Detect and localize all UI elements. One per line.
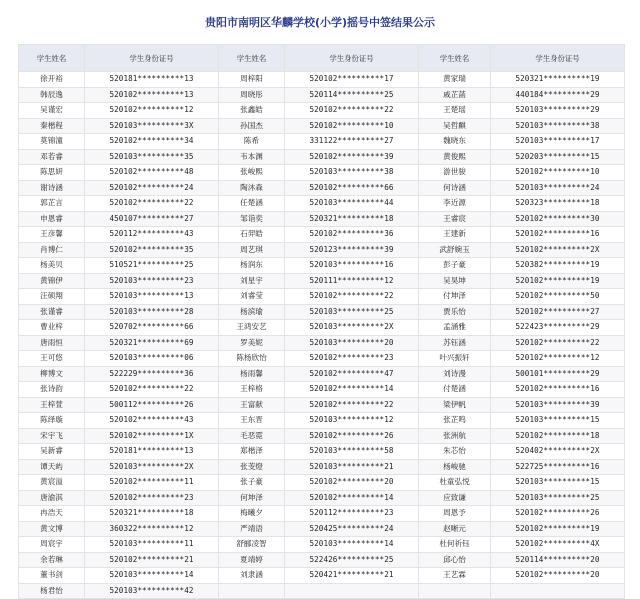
student-id-cell: 520102**********10 [491, 165, 625, 181]
student-name-cell [419, 583, 491, 599]
student-id-cell: 520103**********13 [85, 289, 219, 305]
student-id-cell: 520102**********19 [491, 521, 625, 537]
student-id-cell: 520103**********21 [285, 459, 419, 475]
student-name-cell: 王建新 [419, 227, 491, 243]
student-id-cell: 520102**********23 [285, 351, 419, 367]
student-id-cell: 520382**********19 [491, 258, 625, 274]
student-name-cell: 杜童弘悦 [419, 475, 491, 491]
student-id-cell: 520321**********18 [85, 506, 219, 522]
student-name-cell: 罗美妮 [219, 335, 285, 351]
student-id-cell: 360322**********12 [85, 521, 219, 537]
header-student-id: 学生身份证号 [491, 45, 625, 72]
student-name-cell: 王梓格 [219, 382, 285, 398]
student-name-cell: 申恩睿 [19, 211, 85, 227]
student-id-cell: 520321**********19 [491, 72, 625, 88]
student-id-cell: 520103**********39 [491, 397, 625, 413]
header-student-id: 学生身份证号 [285, 45, 419, 72]
student-name-cell: 张峻熙 [219, 165, 285, 181]
page-title: 贵阳市南明区华麟学校(小学)摇号中签结果公示 [204, 16, 436, 29]
student-name-cell: 秦楷程 [19, 118, 85, 134]
student-name-cell: 汪硕翔 [19, 289, 85, 305]
table-row [19, 180, 625, 196]
student-id-cell: 520103**********15 [491, 413, 625, 429]
student-id-cell: 520402**********2X [491, 444, 625, 460]
student-name-cell: 王睿宸 [419, 211, 491, 227]
student-id-cell: 520103**********29 [491, 103, 625, 119]
student-id-cell: 440184**********29 [491, 87, 625, 103]
student-name-cell: 王艺霖 [419, 568, 491, 584]
student-id-cell: 520102**********50 [491, 289, 625, 305]
student-name-cell: 贾乐怡 [419, 304, 491, 320]
student-id-cell: 520102**********12 [491, 351, 625, 367]
student-name-cell: 石羿皓 [219, 227, 285, 243]
table-row [19, 552, 625, 568]
student-name-cell: 王富献 [219, 397, 285, 413]
student-name-cell: 韩辰逸 [19, 87, 85, 103]
student-name-cell: 武舒婉玉 [419, 242, 491, 258]
student-id-cell [285, 583, 419, 599]
student-name-cell: 付坤泽 [419, 289, 491, 305]
student-id-cell: 520102**********36 [285, 227, 419, 243]
student-id-cell: 520102**********20 [491, 568, 625, 584]
student-id-cell: 520203**********15 [491, 149, 625, 165]
table-row [19, 537, 625, 553]
student-name-cell: 邱心怡 [419, 552, 491, 568]
student-id-cell: 450107**********27 [85, 211, 219, 227]
student-id-cell: 520321**********18 [285, 211, 419, 227]
student-name-cell: 唐渝淇 [19, 490, 85, 506]
student-id-cell: 520103**********16 [285, 258, 419, 274]
table-row [19, 165, 625, 181]
student-id-cell: 520102**********14 [285, 382, 419, 398]
student-name-cell: 王可悠 [19, 351, 85, 367]
student-name-cell: 王彦馨 [19, 227, 85, 243]
student-name-cell: 黄俊熙 [419, 149, 491, 165]
table-row [19, 242, 625, 258]
student-name-cell: 杨润东 [219, 258, 285, 274]
student-name-cell: 苏钰涵 [419, 335, 491, 351]
table-row [19, 351, 625, 367]
student-name-cell: 谢诗涵 [19, 180, 85, 196]
student-name-cell: 王鸿安艺 [219, 320, 285, 336]
student-id-cell: 520102**********17 [285, 72, 419, 88]
table-row [19, 149, 625, 165]
student-name-cell: 陶沐森 [219, 180, 285, 196]
table-row [19, 289, 625, 305]
student-id-cell: 520103**********25 [285, 304, 419, 320]
student-name-cell: 严靖语 [219, 521, 285, 537]
table-row [19, 227, 625, 243]
header-student-name: 学生姓名 [419, 45, 491, 72]
student-id-cell: 522229**********36 [85, 366, 219, 382]
student-id-cell: 520102**********66 [285, 180, 419, 196]
student-name-cell [219, 583, 285, 599]
student-name-cell: 谭天屿 [19, 459, 85, 475]
student-id-cell: 520102**********22 [85, 382, 219, 398]
header-student-name: 学生姓名 [19, 45, 85, 72]
table-row [19, 320, 625, 336]
student-id-cell: 520102**********10 [285, 118, 419, 134]
table-row [19, 87, 625, 103]
student-name-cell: 郑楷泽 [219, 444, 285, 460]
student-name-cell: 孟涵雅 [419, 320, 491, 336]
student-name-cell: 舒郦凌智 [219, 537, 285, 553]
student-name-cell: 梅曦夕 [219, 506, 285, 522]
table-row [19, 366, 625, 382]
table-row [19, 196, 625, 212]
student-name-cell: 叶兴振轩 [419, 351, 491, 367]
student-name-cell: 陈绎璇 [19, 413, 85, 429]
student-name-cell: 夏靖婷 [219, 552, 285, 568]
student-name-cell: 孙国杰 [219, 118, 285, 134]
student-id-cell: 520102**********1X [85, 428, 219, 444]
student-name-cell: 莫锦潼 [19, 134, 85, 150]
table-row [19, 413, 625, 429]
header-student-name: 学生姓名 [219, 45, 285, 72]
student-id-cell: 520103**********25 [491, 490, 625, 506]
student-id-cell: 510521**********25 [85, 258, 219, 274]
student-id-cell: 520102**********14 [285, 490, 419, 506]
student-id-cell: 500101**********29 [491, 366, 625, 382]
table-row [19, 475, 625, 491]
table-row [19, 211, 625, 227]
student-name-cell: 周宸宇 [19, 537, 85, 553]
student-name-cell: 吴新睿 [19, 444, 85, 460]
student-name-cell: 付楚涵 [419, 382, 491, 398]
student-id-cell: 520102**********4X [491, 537, 625, 553]
student-name-cell: 张谨睿 [19, 304, 85, 320]
table-row [19, 103, 625, 119]
student-id-cell: 520102**********43 [85, 413, 219, 429]
student-id-cell: 520103**********06 [85, 351, 219, 367]
student-name-cell: 何坤泽 [219, 490, 285, 506]
table-row [19, 444, 625, 460]
student-id-cell: 520103**********20 [285, 335, 419, 351]
student-name-cell: 周艺琪 [219, 242, 285, 258]
student-id-cell: 520323**********18 [491, 196, 625, 212]
student-name-cell: 吴谨宏 [19, 103, 85, 119]
table-row [19, 118, 625, 134]
student-name-cell: 陈杨欣怡 [219, 351, 285, 367]
student-name-cell: 杨雨馨 [219, 366, 285, 382]
student-name-cell: 张芷鸣 [419, 413, 491, 429]
student-name-cell: 周恩予 [419, 506, 491, 522]
student-name-cell: 董书剑 [19, 568, 85, 584]
student-id-cell: 520103**********14 [85, 568, 219, 584]
student-name-cell: 张子豪 [219, 475, 285, 491]
student-id-cell: 520102**********12 [85, 103, 219, 119]
student-name-cell: 黄家瑞 [419, 72, 491, 88]
student-name-cell: 赵晰元 [419, 521, 491, 537]
student-id-cell: 520112**********23 [285, 506, 419, 522]
student-name-cell: 杨君怡 [19, 583, 85, 599]
student-id-cell: 520103**********35 [85, 149, 219, 165]
student-name-cell: 朱芯怡 [419, 444, 491, 460]
student-id-cell: 520103**********14 [285, 537, 419, 553]
student-name-cell: 邓若睿 [19, 149, 85, 165]
student-id-cell: 520114**********20 [491, 552, 625, 568]
student-name-cell: 黄锦伊 [19, 273, 85, 289]
student-name-cell: 张鑫皓 [219, 103, 285, 119]
student-id-cell: 520102**********47 [285, 366, 419, 382]
student-name-cell: 王东晋 [219, 413, 285, 429]
table-row [19, 568, 625, 584]
table-row [19, 397, 625, 413]
student-id-cell: 520102**********19 [491, 273, 625, 289]
student-id-cell: 520102**********39 [285, 149, 419, 165]
student-id-cell: 520102**********22 [285, 289, 419, 305]
student-name-cell: 刘诗漫 [419, 366, 491, 382]
student-name-cell: 戚芷菡 [419, 87, 491, 103]
student-id-cell: 520123**********39 [285, 242, 419, 258]
student-id-cell: 520103**********58 [285, 444, 419, 460]
student-name-cell: 应致谦 [419, 490, 491, 506]
student-name-cell: 黄文博 [19, 521, 85, 537]
student-name-cell: 郭芷言 [19, 196, 85, 212]
student-id-cell: 520103**********28 [85, 304, 219, 320]
student-name-cell: 柳博文 [19, 366, 85, 382]
student-name-cell: 游世骏 [419, 165, 491, 181]
student-id-cell: 520103**********24 [491, 180, 625, 196]
student-id-cell: 520181**********13 [85, 444, 219, 460]
table-row [19, 382, 625, 398]
student-name-cell: 杨美贝 [19, 258, 85, 274]
student-id-cell: 520103**********38 [491, 118, 625, 134]
student-id-cell: 520102**********22 [85, 196, 219, 212]
student-name-cell: 何诗涵 [419, 180, 491, 196]
student-id-cell: 520102**********22 [285, 397, 419, 413]
student-name-cell: 张洲航 [419, 428, 491, 444]
student-name-cell: 杨滨瑜 [219, 304, 285, 320]
student-name-cell: 周晓彤 [219, 87, 285, 103]
table-header-row [19, 45, 625, 72]
table-row [19, 459, 625, 475]
student-id-cell: 520102**********26 [491, 506, 625, 522]
lottery-results-table [18, 44, 625, 599]
student-id-cell: 520103**********12 [285, 413, 419, 429]
student-id-cell: 520103**********44 [285, 196, 419, 212]
student-name-cell: 刘星宇 [219, 273, 285, 289]
table-row [19, 506, 625, 522]
student-id-cell: 520103**********3X [85, 118, 219, 134]
student-name-cell: 任楚涵 [219, 196, 285, 212]
student-name-cell: 陈思妍 [19, 165, 85, 181]
student-id-cell: 520103**********15 [491, 475, 625, 491]
student-id-cell: 520102**********27 [491, 304, 625, 320]
student-id-cell: 520102**********21 [85, 552, 219, 568]
student-name-cell: 毛恶霓 [219, 428, 285, 444]
student-id-cell: 522426**********25 [285, 552, 419, 568]
student-id-cell: 520102**********30 [491, 211, 625, 227]
student-id-cell: 520103**********11 [85, 537, 219, 553]
student-name-cell: 李近源 [419, 196, 491, 212]
table-row [19, 490, 625, 506]
header-student-id: 学生身份证号 [85, 45, 219, 72]
student-id-cell: 520102**********35 [85, 242, 219, 258]
student-id-cell: 520112**********43 [85, 227, 219, 243]
table-row [19, 335, 625, 351]
student-id-cell: 520181**********13 [85, 72, 219, 88]
student-name-cell: 张芰燈 [219, 459, 285, 475]
student-name-cell: 余若琳 [19, 552, 85, 568]
student-id-cell: 520102**********16 [491, 382, 625, 398]
student-id-cell: 520102**********2X [491, 242, 625, 258]
student-name-cell: 宋宇飞 [19, 428, 85, 444]
student-id-cell: 520702**********66 [85, 320, 219, 336]
student-id-cell: 520421**********21 [285, 568, 419, 584]
student-id-cell: 520102**********26 [285, 428, 419, 444]
student-name-cell: 邹诣奕 [219, 211, 285, 227]
student-id-cell: 520321**********69 [85, 335, 219, 351]
student-id-cell [491, 583, 625, 599]
student-name-cell: 吴哲麒 [419, 118, 491, 134]
student-id-cell: 520103**********38 [285, 165, 419, 181]
student-id-cell: 520102**********23 [85, 490, 219, 506]
table-row [19, 428, 625, 444]
student-id-cell: 520102**********18 [491, 428, 625, 444]
student-name-cell: 梁伊帆 [419, 397, 491, 413]
student-id-cell: 520102**********20 [285, 475, 419, 491]
student-id-cell: 520103**********42 [85, 583, 219, 599]
student-name-cell: 魏晓东 [419, 134, 491, 150]
student-id-cell: 520102**********22 [285, 103, 419, 119]
student-name-cell: 肖博仁 [19, 242, 85, 258]
student-id-cell: 520102**********16 [491, 227, 625, 243]
table-row [19, 304, 625, 320]
student-id-cell: 520111**********12 [285, 273, 419, 289]
student-id-cell: 522725**********16 [491, 459, 625, 475]
student-id-cell: 500112**********26 [85, 397, 219, 413]
student-id-cell: 520103**********17 [491, 134, 625, 150]
student-name-cell: 曹业梓 [19, 320, 85, 336]
student-name-cell: 冉浩天 [19, 506, 85, 522]
student-id-cell: 522423**********29 [491, 320, 625, 336]
student-name-cell: 韦本渊 [219, 149, 285, 165]
student-id-cell: 520102**********13 [85, 87, 219, 103]
student-id-cell: 520103**********2X [85, 459, 219, 475]
student-id-cell: 520114**********25 [285, 87, 419, 103]
student-name-cell: 杜何祈钰 [419, 537, 491, 553]
student-id-cell: 520102**********34 [85, 134, 219, 150]
student-id-cell: 520103**********23 [85, 273, 219, 289]
student-id-cell: 520102**********24 [85, 180, 219, 196]
student-name-cell: 杨峻驰 [419, 459, 491, 475]
student-name-cell: 王楚瑶 [419, 103, 491, 119]
table-row [19, 72, 625, 88]
student-id-cell: 331122**********27 [285, 134, 419, 150]
table-row [19, 583, 625, 599]
student-name-cell: 陈希 [219, 134, 285, 150]
table-row [19, 521, 625, 537]
table-row [19, 258, 625, 274]
table-row [19, 134, 625, 150]
table-row [19, 273, 625, 289]
student-id-cell: 520102**********48 [85, 165, 219, 181]
student-name-cell: 刘隶涵 [219, 568, 285, 584]
student-name-cell: 黄宸溢 [19, 475, 85, 491]
student-name-cell: 唐雨恒 [19, 335, 85, 351]
student-name-cell: 刘睿莹 [219, 289, 285, 305]
student-id-cell: 520102**********22 [491, 335, 625, 351]
student-name-cell: 张诗韵 [19, 382, 85, 398]
student-name-cell: 吴昊坤 [419, 273, 491, 289]
student-id-cell: 520425**********24 [285, 521, 419, 537]
student-name-cell: 徐开裕 [19, 72, 85, 88]
student-name-cell: 彭子豪 [419, 258, 491, 274]
student-id-cell: 520103**********2X [285, 320, 419, 336]
student-id-cell: 520102**********11 [85, 475, 219, 491]
student-name-cell: 王梓萱 [19, 397, 85, 413]
student-name-cell: 周梓阳 [219, 72, 285, 88]
